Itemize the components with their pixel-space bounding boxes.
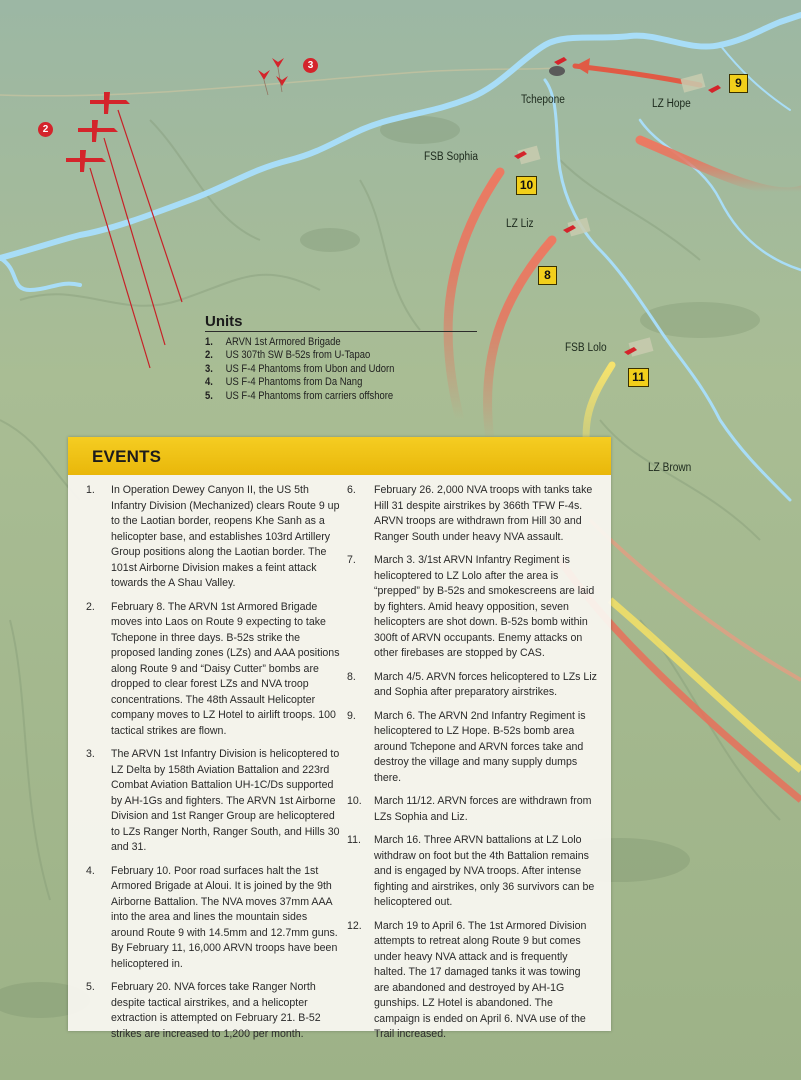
units-legend-title: Units [205, 313, 477, 332]
place-label-lz-liz: LZ Liz [506, 218, 534, 230]
place-label-tchepone: Tchepone [521, 94, 565, 106]
event-item: 4. February 10. Poor road surfaces halt the 1st Armored Brigade at Aloui. It is joined by the 9th Airborne Battalion. The NVA moves 37mm AAA into the area and lines the mountain sides around Route 9 with 14.5mm and 12.7mm guns. By February 11, 16,000 ARVN troops have been helicoptered in. [86, 864, 338, 970]
events-header-bar [68, 437, 611, 475]
unit-marker-2: 2 [38, 122, 53, 137]
event-item: 6. February 26. 2,000 NVA troops with tanks take Hill 31 despite airstrikes by 366th TFW F-4s. ARVN troops are withdrawn from Hill 30 and Ranger South under heavy NVA assault. [347, 484, 593, 543]
event-item: 7. March 3. 3/1st ARVN Infantry Regiment is helicoptered to LZ Lolo after the area is “prepped” by B-52s and smokescreens are laid by fighters. Amid heavy opposition, seven helicopters are shot down. B-52s bomb within 300ft of ARVN occupants. Enemy attacks on other firebases are stopped by CAS. [347, 554, 595, 659]
event-marker-11: 11 [628, 368, 649, 387]
units-legend-item: 4. US F-4 Phantoms from Da Nang [205, 376, 363, 389]
events-title: EVENTS [92, 447, 162, 466]
event-item: 10. March 11/12. ARVN forces are withdrawn from LZs Sophia and Liz. [347, 795, 592, 823]
units-legend-item: 1. ARVN 1st Armored Brigade [205, 336, 341, 348]
event-item: 12. March 19 to April 6. The 1st Armored Division attempts to retreat along Route 9 but comes under heavy NVA attack and is frequently halted. The 17 damaged tanks it was towing are abandoned and destroyed by AH-1G gunships. LZ Hotel is abandoned. The campaign is ended on April 6. NVA use of the Trail increased. [347, 919, 587, 1040]
event-item: 9. March 6. The ARVN 2nd Infantry Regiment is helicoptered to LZ Hope. B-52s bomb area around Tchepone and ARVN forces take and destroy the village and many supply dumps there. [347, 709, 586, 784]
units-legend [205, 313, 477, 403]
event-item: 2. February 8. The ARVN 1st Armored Brigade moves into Laos on Route 9 expecting to take Tchepone in three days. B-52s strike the proposed landing zones (LZs) and AAA positions along Route 9 and “Daisy Cutter” bombs are dropped to clear forest LZs and NVA troop concentrations. The 48th Assault Helicopter company moves to LZ Hotel to airlift troops. 100 tactical strikes are flown. [86, 600, 340, 737]
events-panel [68, 437, 611, 1040]
place-label-lz-brown: LZ Brown [648, 462, 692, 474]
place-label-lz-hope: LZ Hope [652, 98, 691, 110]
event-item: 8. March 4/5. ARVN forces helicoptered to LZs Liz and Sophia after preparatory airstrikes. [347, 670, 597, 698]
event-item: 3. The ARVN 1st Infantry Division is helicoptered to LZ Delta by 158th Aviation Battalion and 223rd Combat Aviation Battalion UH-1C/Ds supported by AH-1Gs and fighters. The ARVN 1st Airborne Division and 1st Ranger Group are helicoptered to LZs Ranger North, Ranger South, and Hills 30 and 31. [86, 748, 340, 853]
units-legend-item: 2. US 307th SW B-52s from U-Tapao [205, 349, 371, 362]
event-item: 1. In Operation Dewey Canyon II, the US 5th Infantry Division (Mechanized) clears Route 9 up to the Laotian border, reopens Khe Sanh as a helicopter base, and establishes 103rd Artillery Group positions along the Laotian border. The 101st Airborne Division makes a feint attack towards the A Shau Valley. [86, 484, 340, 589]
event-marker-9: 9 [729, 74, 748, 93]
units-legend-item: 5. US F-4 Phantoms from carriers offshore [205, 389, 394, 402]
event-marker-10: 10 [516, 176, 537, 195]
events-column-right [347, 483, 597, 1051]
place-label-fsb-sophia: FSB Sophia [424, 151, 479, 163]
event-item: 11. March 16. Three ARVN battalions at LZ Lolo withdraw on foot but the 4th Battalion remains and is engaged by NVA troops. After intense fighting and airstrikes, only 36 survivors can be helicoptered out. [347, 834, 595, 908]
event-item: 5. February 20. NVA forces take Ranger North despite tactical airstrikes, and a helicopter extraction is attempted on February 21. B-52 strikes are increased to 1,200 per month. [86, 981, 321, 1040]
event-marker-8: 8 [538, 266, 557, 285]
unit-marker-3: 3 [303, 58, 318, 73]
events-column-left [86, 483, 340, 1050]
units-legend-item: 3. US F-4 Phantoms from Ubon and Udorn [205, 362, 395, 375]
place-label-fsb-lolo: FSB Lolo [565, 342, 607, 354]
